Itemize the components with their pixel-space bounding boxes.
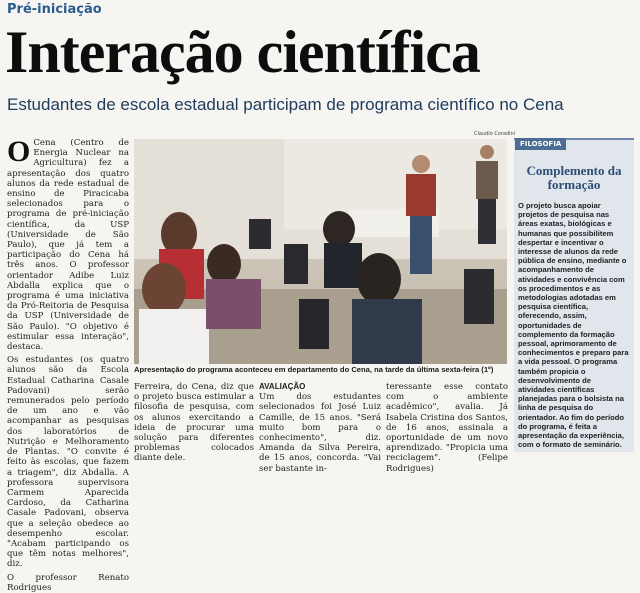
paragraph-1 <box>7 135 129 353</box>
section-kicker: Pré-iniciação <box>7 2 102 17</box>
paragraph-6: teressante esse contato com o ambiente acadêmico", avalia. Já Isabela Cristina dos Santos, de 16 anos, assinala a oportunidade de um novo aprendizado. "Propicia uma reciclagem". (Felipe Rodrigues) <box>386 382 508 474</box>
article-column-1 <box>7 135 129 593</box>
sidebar-title: Complemento da formação <box>526 163 622 192</box>
article-photo <box>134 139 507 364</box>
subheadline: Estudantes de escola estadual participam de programa científico no Cena <box>7 95 564 114</box>
article-column-4 <box>386 382 508 474</box>
sidebar-tag: FILOSOFIA <box>515 138 566 150</box>
article-column-2 <box>134 382 254 464</box>
paragraph-5: Um dos estudantes selecionados foi José Luiz Camille, de 15 anos. "Será muito bom para o conhecimento", diz. Amanda da Silva Pereira, de 15 anos, concorda. "Vai ser bastante in- <box>259 392 381 474</box>
drop-cap: O <box>7 135 31 168</box>
paragraph-2: Os estudantes (os quatro alunos são da Escola Estadual Catharina Casale Padovani) serão remunerados pelo período de um ano e vão acompanhar as pesquisas dos laboratórios de Nutrição e Melhoramento de Plantas. "O convite é feito às escolas, que fazem a triagem", diz Abdalla. A professora supervisora Carmem Aparecida Cardoso, da Catharina Casale Padovani, observa que a seleção obedece ao desempenho escolar. "Acabam participando os que têm notas melhores", diz. <box>7 355 129 570</box>
section-heading-avaliacao: AVALIAÇÃO <box>259 382 306 391</box>
photo-credit: Claudio Coradini <box>474 131 516 137</box>
headline: Interação científica <box>5 19 480 85</box>
classroom-photo-illustration <box>134 139 507 364</box>
sidebar-text: O projeto busca apoiar projetos de pesquisa nas áreas exatas, biológicas e humanas que possibilitem despertar e incentivar o interesse de alunos da rede pública de ensino, mediante o acompanhamento de atividades e convivência com os procedimentos e as metodologias adotadas em pesquisa científica, oferecendo, assim, oportunidades de complemento da formação pessoal, aprimoramento de conhecimentos e preparo para a vida pessoal. O programa também propicia o desenvolvimento de atividades científicas planejadas para o bolsista na linha de pesquisa do orientador. Ao fim do período do programa, é feita a apresentação da experiência, com o formato de seminário. <box>518 201 629 450</box>
paragraph-4: Ferreira, do Cena, diz que o projeto busca estimular a filosofia de pesquisa, com os alunos exercitando a ideia de procurar uma solução para diferentes problemas colocados diante dele. <box>134 382 254 464</box>
photo-caption: Apresentação do programa aconteceu em departamento do Cena, na tarde da última sexta-feira (1º) <box>134 365 494 374</box>
paragraph-1-text: Cena (Centro de Energia Nuclear na Agricultura) fez a apresentação dos quatro alunos da rede estadual de ensino de Piracicaba selecionados para o programa de pré-iniciação científica, da USP (Universidade de São Paulo), que já tem a participação do Cena há três anos. O professor orientador Adibe Luiz Abdalla explica que o programa é uma iniciativa da Pró-Reitoria de Pesquisa da USP (Universidade de São Paulo). "O objetivo é estimular essa interação", destaca. <box>7 138 129 353</box>
article-column-3 <box>259 382 381 474</box>
paragraph-3: O professor Renato Rodrigues <box>7 572 129 593</box>
